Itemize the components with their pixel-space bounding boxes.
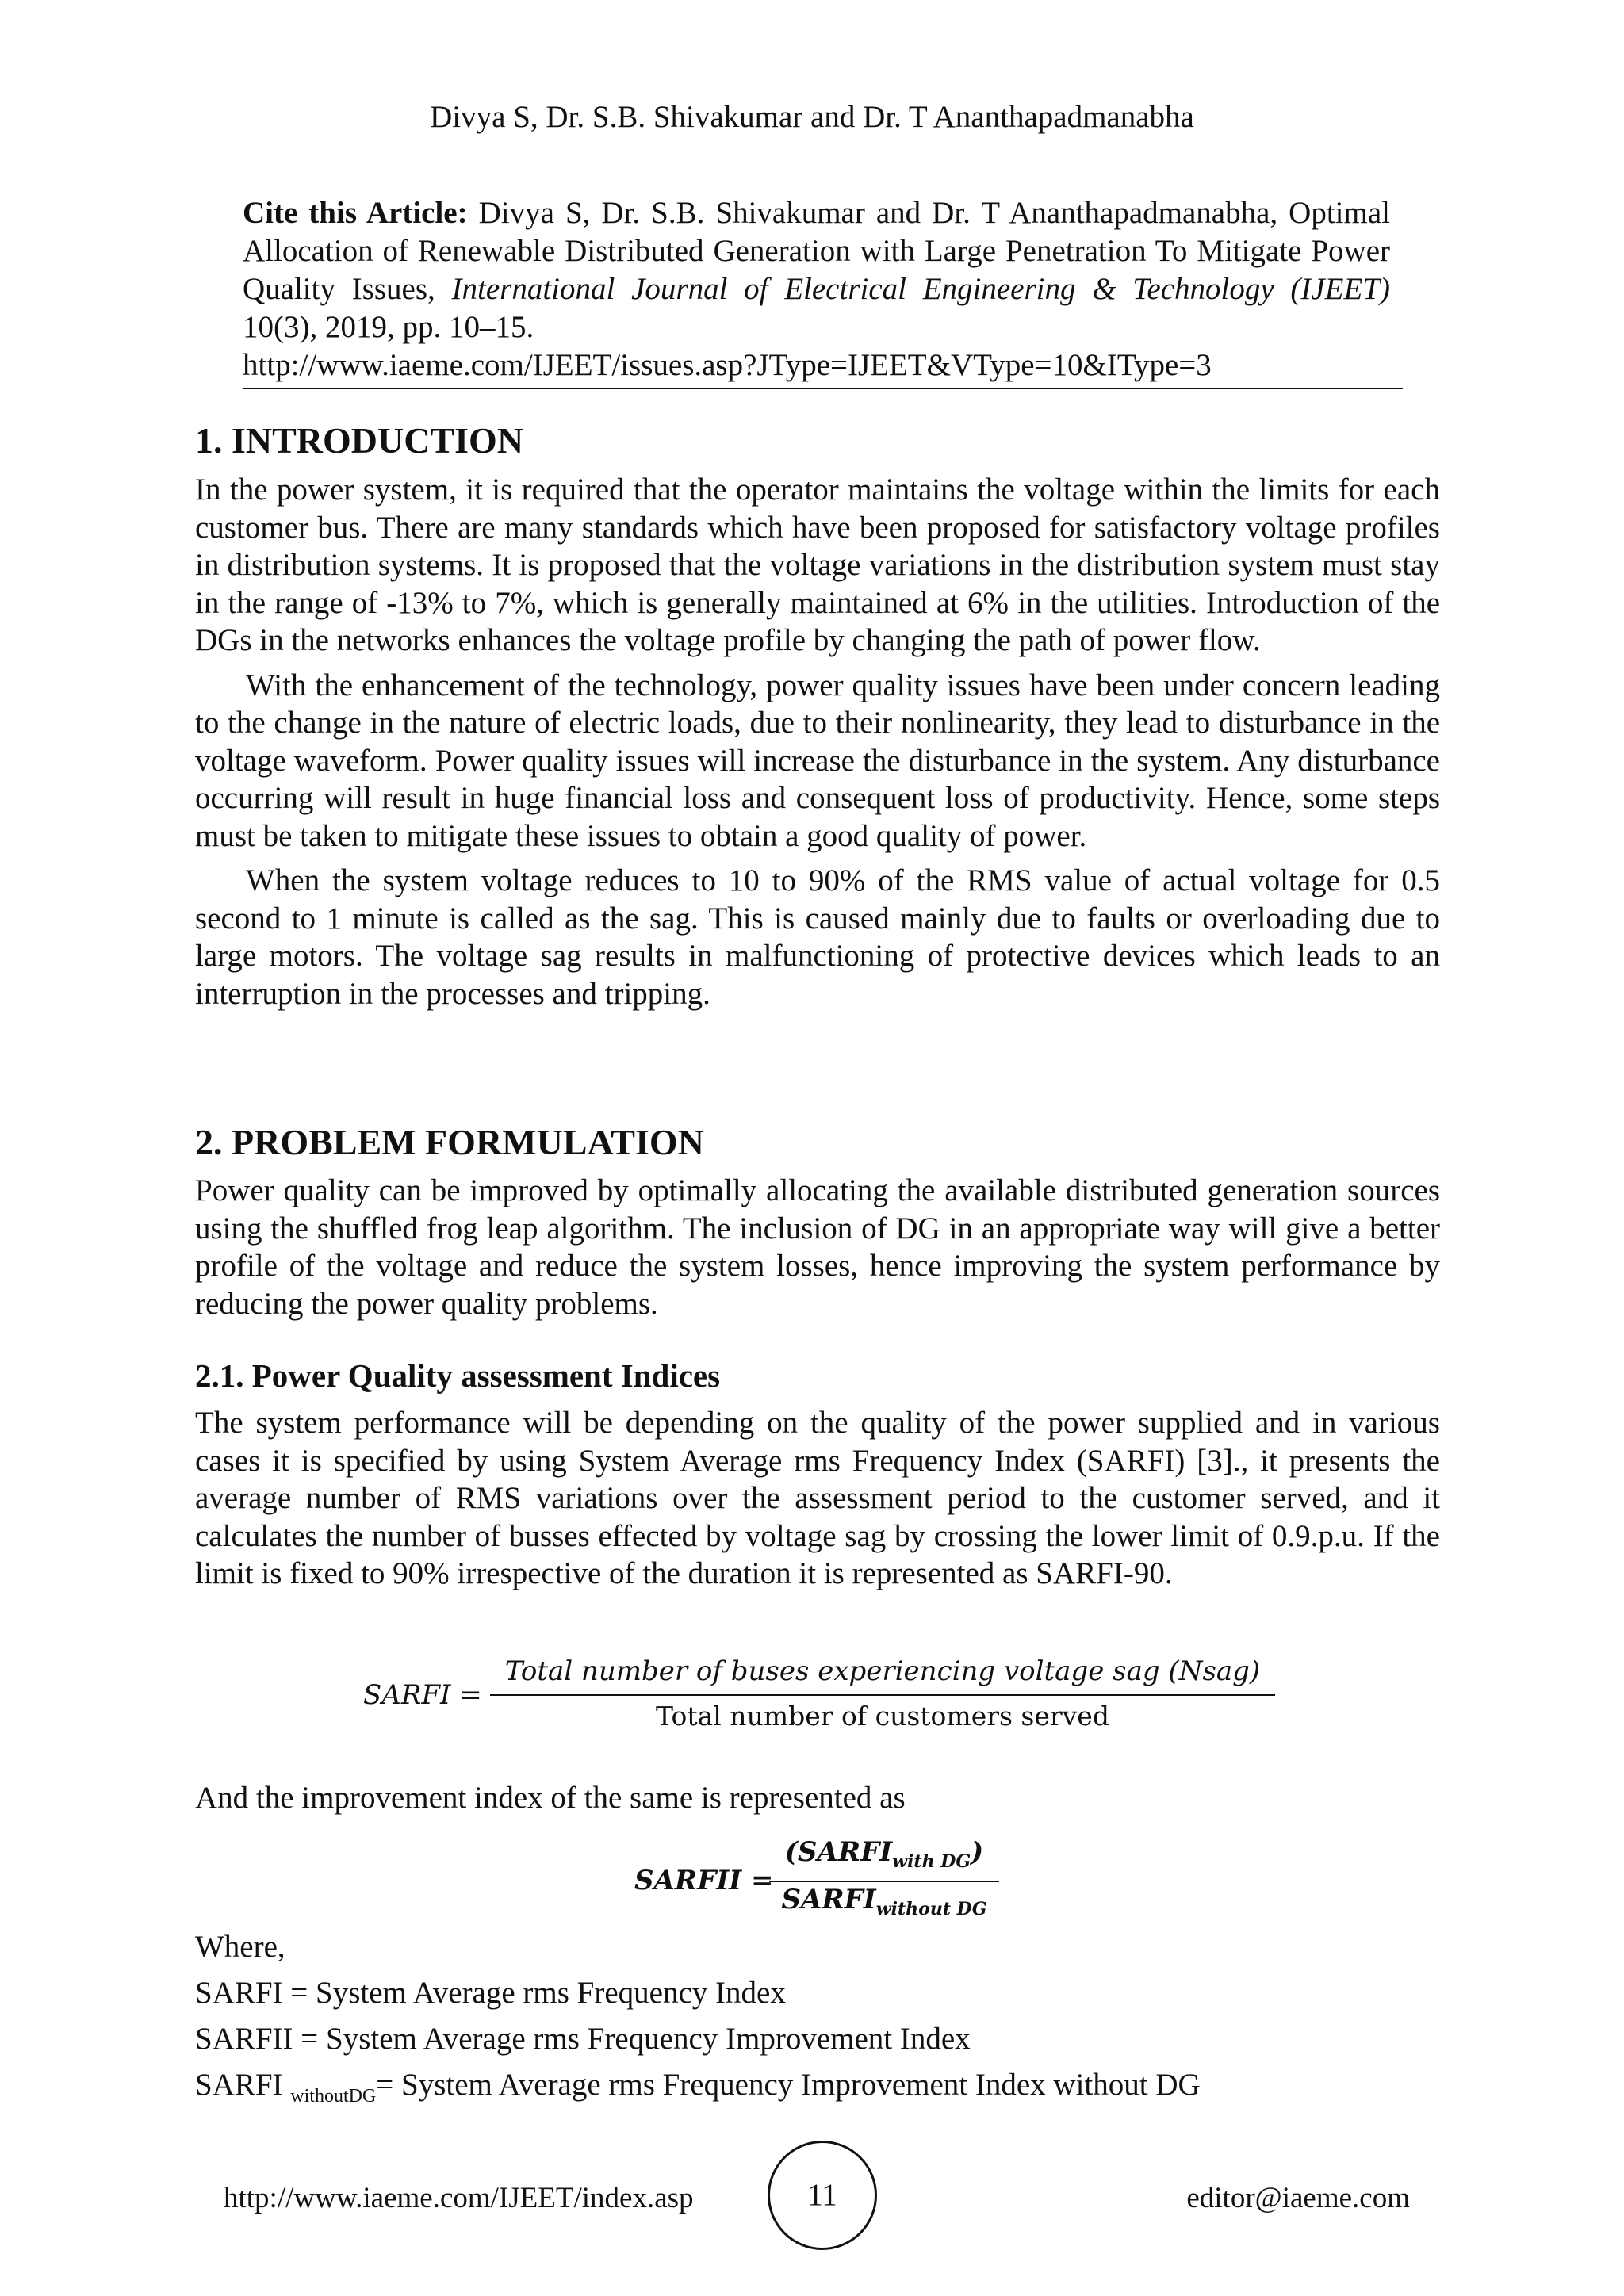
section-heading-introduction: 1. INTRODUCTION xyxy=(195,420,524,461)
subsection-heading-pq-indices: 2.1. Power Quality assessment Indices xyxy=(195,1357,721,1394)
sarfii-fraction-bar xyxy=(769,1881,999,1882)
def3-symbol: SARFI xyxy=(195,2068,291,2102)
footer-url-link[interactable]: http://www.iaeme.com/IJEET/index.asp xyxy=(224,2182,694,2214)
sarfii-denominator xyxy=(769,1884,999,1919)
sarfii-lhs: SARFII = xyxy=(634,1865,774,1896)
pq-indices-body xyxy=(195,1404,1440,1593)
intro-paragraph-1: In the power system, it is required that the operator maintains the voltage within the limits for each customer bus. There are many standards which have been proposed for satisfactory voltage profiles in distribution systems. It is proposed that the voltage variations in the distribution system must stay in the range of -13% to 7%, which is generally maintained at 6% in the utilities. Introduction of the DGs in the networks enhances the voltage profile by changing the path of power flow. xyxy=(195,473,1440,657)
problem-paragraph: Power quality can be improved by optimally allocating the available distributed generation sources using the shuffled frog leap algorithm. The inclusion of DG in an appropriate way will give a better profile of the voltage and reduce the system losses, hence improving the system performance by reducing the power quality problems. xyxy=(195,1173,1440,1321)
sarfi-without-dg: SARFI xyxy=(781,1884,876,1915)
citation-text: Divya S, Dr. S.B. Shivakumar and Dr. T Ananthapadmanabha, Optimal Allocation of Renewable Distributed Generation with Large Penetration To Mitigate Power Quality Issues, xyxy=(243,196,1390,306)
intro-paragraph-2: With the enhancement of the technology, power quality issues have been under concern leading to the change in the nature of electric loads, due to their nonlinearity, they lead to disturbance in the voltage waveform. Power quality issues will increase the disturbance in the system. Any disturbance occurring will result in huge financial loss and consequent loss of productivity. Hence, some steps must be taken to mitigate these issues to obtain a good quality of power. xyxy=(195,668,1440,853)
definition-sarfi: SARFI = System Average rms Frequency Index xyxy=(195,1976,786,2010)
citation-label: Cite this Article: xyxy=(243,196,468,230)
without-dg-subscript: without DG xyxy=(875,1898,987,1919)
sarfi-equation xyxy=(363,1649,1275,1744)
with-dg-subscript: with DG xyxy=(892,1850,971,1872)
where-label: Where, xyxy=(195,1930,285,1964)
sarfii-equation xyxy=(634,1833,999,1928)
sarfii-numerator xyxy=(769,1836,999,1872)
introduction-body xyxy=(195,471,1440,1012)
sarfi-lhs: SARFI = xyxy=(363,1679,482,1711)
citation-divider xyxy=(243,388,1403,389)
section-heading-problem-formulation: 2. PROBLEM FORMULATION xyxy=(195,1122,704,1162)
running-header-authors: Divya S, Dr. S.B. Shivakumar and Dr. T Ananthapadmanabha xyxy=(430,100,1194,134)
citation-block xyxy=(243,194,1390,385)
pq-indices-paragraph: The system performance will be depending on the quality of the power supplied and in various cases it is specified by using System Average rms Frequency Index (SARFI) [3]., it presents the average number of RMS variations over the assessment period to the customer served, and it calculates the number of busses effected by voltage sag by crossing the lower limit of 0.9.p.u. If the limit is fixed to 90% irrespective of the duration it is represented as SARFI-90. xyxy=(195,1406,1440,1590)
definition-sarfii: SARFII = System Average rms Frequency Improvement Index xyxy=(195,2022,971,2056)
sarfi-numerator: Total number of buses experiencing voltage sag (Nsag) xyxy=(504,1655,1261,1687)
paren-open: ( xyxy=(784,1836,798,1868)
citation-url-link[interactable]: http://www.iaeme.com/IJEET/issues.asp?JType=IJEET&VType=10&IType=3 xyxy=(243,348,1212,382)
sarfi-with-dg: SARFI xyxy=(797,1836,893,1868)
sarfi-denominator: Total number of customers served xyxy=(656,1701,1109,1732)
citation-journal: International Journal of Electrical Engineering & Technology (IJEET) xyxy=(451,272,1391,306)
paren-close: ) xyxy=(971,1836,984,1868)
definition-sarfi-without-dg xyxy=(195,2066,1201,2115)
problem-formulation-body xyxy=(195,1172,1440,1322)
def3-subscript: withoutDG xyxy=(290,2085,377,2107)
citation-volume: 10(3), 2019, pp. 10–15. xyxy=(243,310,534,344)
page-number: 11 xyxy=(768,2141,877,2250)
improvement-index-text: And the improvement index of the same is represented as xyxy=(195,1781,906,1815)
footer-email-link[interactable]: editor@iaeme.com xyxy=(1186,2182,1410,2214)
sarfi-fraction-bar xyxy=(490,1694,1275,1696)
intro-paragraph-3: When the system voltage reduces to 10 to 90% of the RMS value of actual voltage for 0.5 second to 1 minute is called as the sag. This is caused mainly due to faults or overloading due to large motors. The voltage sag results in malfunctioning of protective devices which leads to an interruption in the processes and tripping. xyxy=(195,863,1440,1011)
def3-text: = System Average rms Frequency Improvement Index without DG xyxy=(376,2068,1201,2102)
